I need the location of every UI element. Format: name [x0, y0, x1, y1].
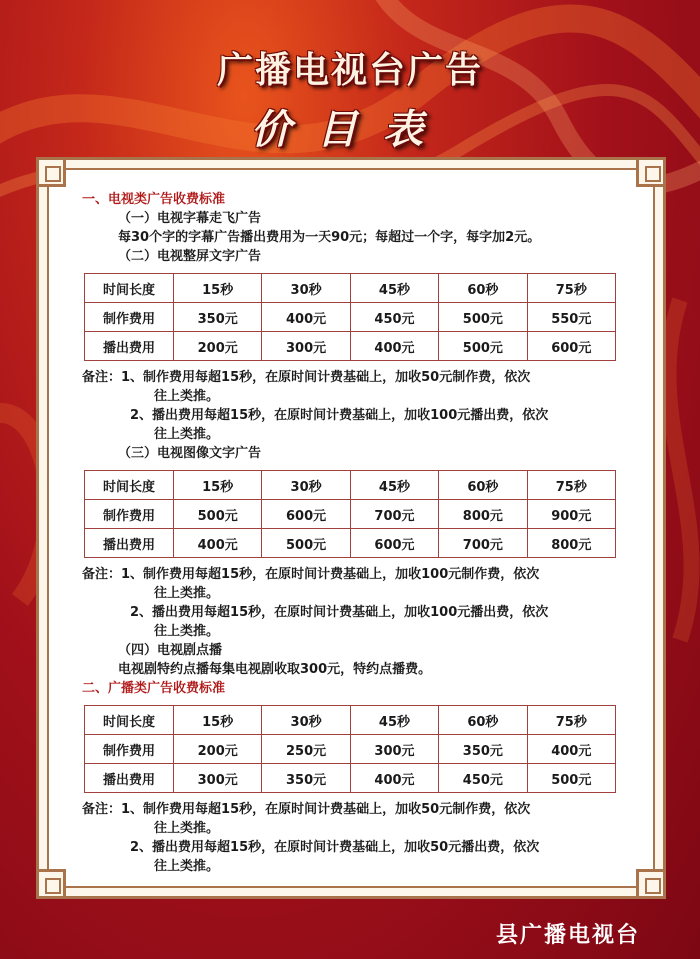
table-cell: 45秒 — [350, 274, 438, 303]
tv-section-heading: 一、电视类广告收费标准 — [82, 192, 226, 207]
table-cell: 15秒 — [174, 471, 262, 500]
note1-b2: 往上类推。 — [154, 427, 220, 442]
table-cell: 75秒 — [527, 274, 615, 303]
table-cell: 450元 — [439, 764, 527, 793]
note2-b2: 往上类推。 — [154, 624, 220, 639]
table-cell: 700元 — [350, 500, 438, 529]
table-cell: 300元 — [262, 332, 350, 361]
note3-b2: 往上类推。 — [154, 859, 220, 874]
table-cell: 900元 — [527, 500, 615, 529]
table-row — [85, 529, 616, 558]
table-radio — [84, 705, 616, 793]
table-row — [85, 706, 616, 735]
table-cell: 500元 — [439, 303, 527, 332]
table-row — [85, 332, 616, 361]
note1-b: 2、播出费用每超15秒，在原时间计费基础上，加收100元播出费，依次 — [130, 408, 549, 423]
table-cell: 500元 — [439, 332, 527, 361]
note2-a2: 往上类推。 — [154, 586, 220, 601]
sub1-desc: 每30个字的字幕广告播出费用为一天90元；每超过一个字，每字加2元。 — [118, 230, 541, 245]
note1-a2: 往上类推。 — [154, 389, 220, 404]
table-cell: 600元 — [262, 500, 350, 529]
table-cell: 200元 — [174, 332, 262, 361]
note3-b: 2、播出费用每超15秒，在原时间计费基础上，加收50元播出费，依次 — [130, 840, 540, 855]
table-cell: 30秒 — [262, 471, 350, 500]
table-tv-image-text — [84, 470, 616, 558]
table-cell: 400元 — [350, 764, 438, 793]
table-cell: 400元 — [350, 332, 438, 361]
table-cell: 300元 — [350, 735, 438, 764]
frame-corner-top-left — [36, 157, 66, 187]
sub4-title: （四）电视剧点播 — [118, 643, 223, 658]
table-cell: 制作费用 — [85, 500, 174, 529]
table-cell: 60秒 — [439, 274, 527, 303]
table-cell: 800元 — [439, 500, 527, 529]
table-cell: 550元 — [527, 303, 615, 332]
sub4-desc: 电视剧特约点播每集电视剧收取300元，特约点播费。 — [118, 662, 432, 677]
table-cell: 400元 — [174, 529, 262, 558]
table-cell: 制作费用 — [85, 303, 174, 332]
table-row — [85, 500, 616, 529]
table-cell: 15秒 — [174, 706, 262, 735]
table-cell: 700元 — [439, 529, 527, 558]
table-cell: 400元 — [527, 735, 615, 764]
frame-corner-bottom-left — [36, 869, 66, 899]
table-row — [85, 764, 616, 793]
radio-section-heading: 二、广播类广告收费标准 — [82, 681, 226, 696]
table-cell: 播出费用 — [85, 764, 174, 793]
table-cell: 450元 — [350, 303, 438, 332]
table-cell: 45秒 — [350, 706, 438, 735]
price-content — [82, 190, 622, 876]
table-cell: 60秒 — [439, 706, 527, 735]
note2-a: 备注：1、制作费用每超15秒，在原时间计费基础上，加收100元制作费，依次 — [82, 567, 540, 582]
sub3-title: （三）电视图像文字广告 — [118, 446, 262, 461]
table-cell: 350元 — [174, 303, 262, 332]
table-cell: 时间长度 — [85, 471, 174, 500]
table-cell: 600元 — [527, 332, 615, 361]
note2-b: 2、播出费用每超15秒，在原时间计费基础上，加收100元播出费，依次 — [130, 605, 549, 620]
table-row — [85, 735, 616, 764]
title-sub: 价目表 — [251, 106, 449, 153]
table-row — [85, 471, 616, 500]
table-cell: 300元 — [174, 764, 262, 793]
sub2-title: （二）电视整屏文字广告 — [118, 249, 262, 264]
table-cell: 时间长度 — [85, 274, 174, 303]
table-tv-fullscreen-text — [84, 273, 616, 361]
footer-station-name: 县广播电视台 — [495, 923, 640, 948]
table-row — [85, 274, 616, 303]
table-cell: 500元 — [174, 500, 262, 529]
table-cell: 15秒 — [174, 274, 262, 303]
table-cell: 时间长度 — [85, 706, 174, 735]
table-cell: 500元 — [262, 529, 350, 558]
table-cell: 60秒 — [439, 471, 527, 500]
table-cell: 30秒 — [262, 274, 350, 303]
table-row — [85, 303, 616, 332]
table-cell: 200元 — [174, 735, 262, 764]
table-cell: 500元 — [527, 764, 615, 793]
frame-corner-bottom-right — [636, 869, 666, 899]
table-cell: 75秒 — [527, 706, 615, 735]
frame-corner-top-right — [636, 157, 666, 187]
table-cell: 播出费用 — [85, 332, 174, 361]
table-cell: 75秒 — [527, 471, 615, 500]
table-cell: 播出费用 — [85, 529, 174, 558]
note3-a: 备注：1、制作费用每超15秒，在原时间计费基础上，加收50元制作费，依次 — [82, 802, 531, 817]
table-cell: 30秒 — [262, 706, 350, 735]
table-cell: 600元 — [350, 529, 438, 558]
table-cell: 250元 — [262, 735, 350, 764]
table-cell: 800元 — [527, 529, 615, 558]
table-cell: 45秒 — [350, 471, 438, 500]
table-cell: 400元 — [262, 303, 350, 332]
table-cell: 制作费用 — [85, 735, 174, 764]
title-main: 广播电视台广告 — [216, 49, 483, 91]
note3-a2: 往上类推。 — [154, 821, 220, 836]
note1-a: 备注：1、制作费用每超15秒，在原时间计费基础上，加收50元制作费，依次 — [82, 370, 531, 385]
table-cell: 350元 — [262, 764, 350, 793]
table-cell: 350元 — [439, 735, 527, 764]
sub1-title: （一）电视字幕走飞广告 — [118, 211, 262, 226]
